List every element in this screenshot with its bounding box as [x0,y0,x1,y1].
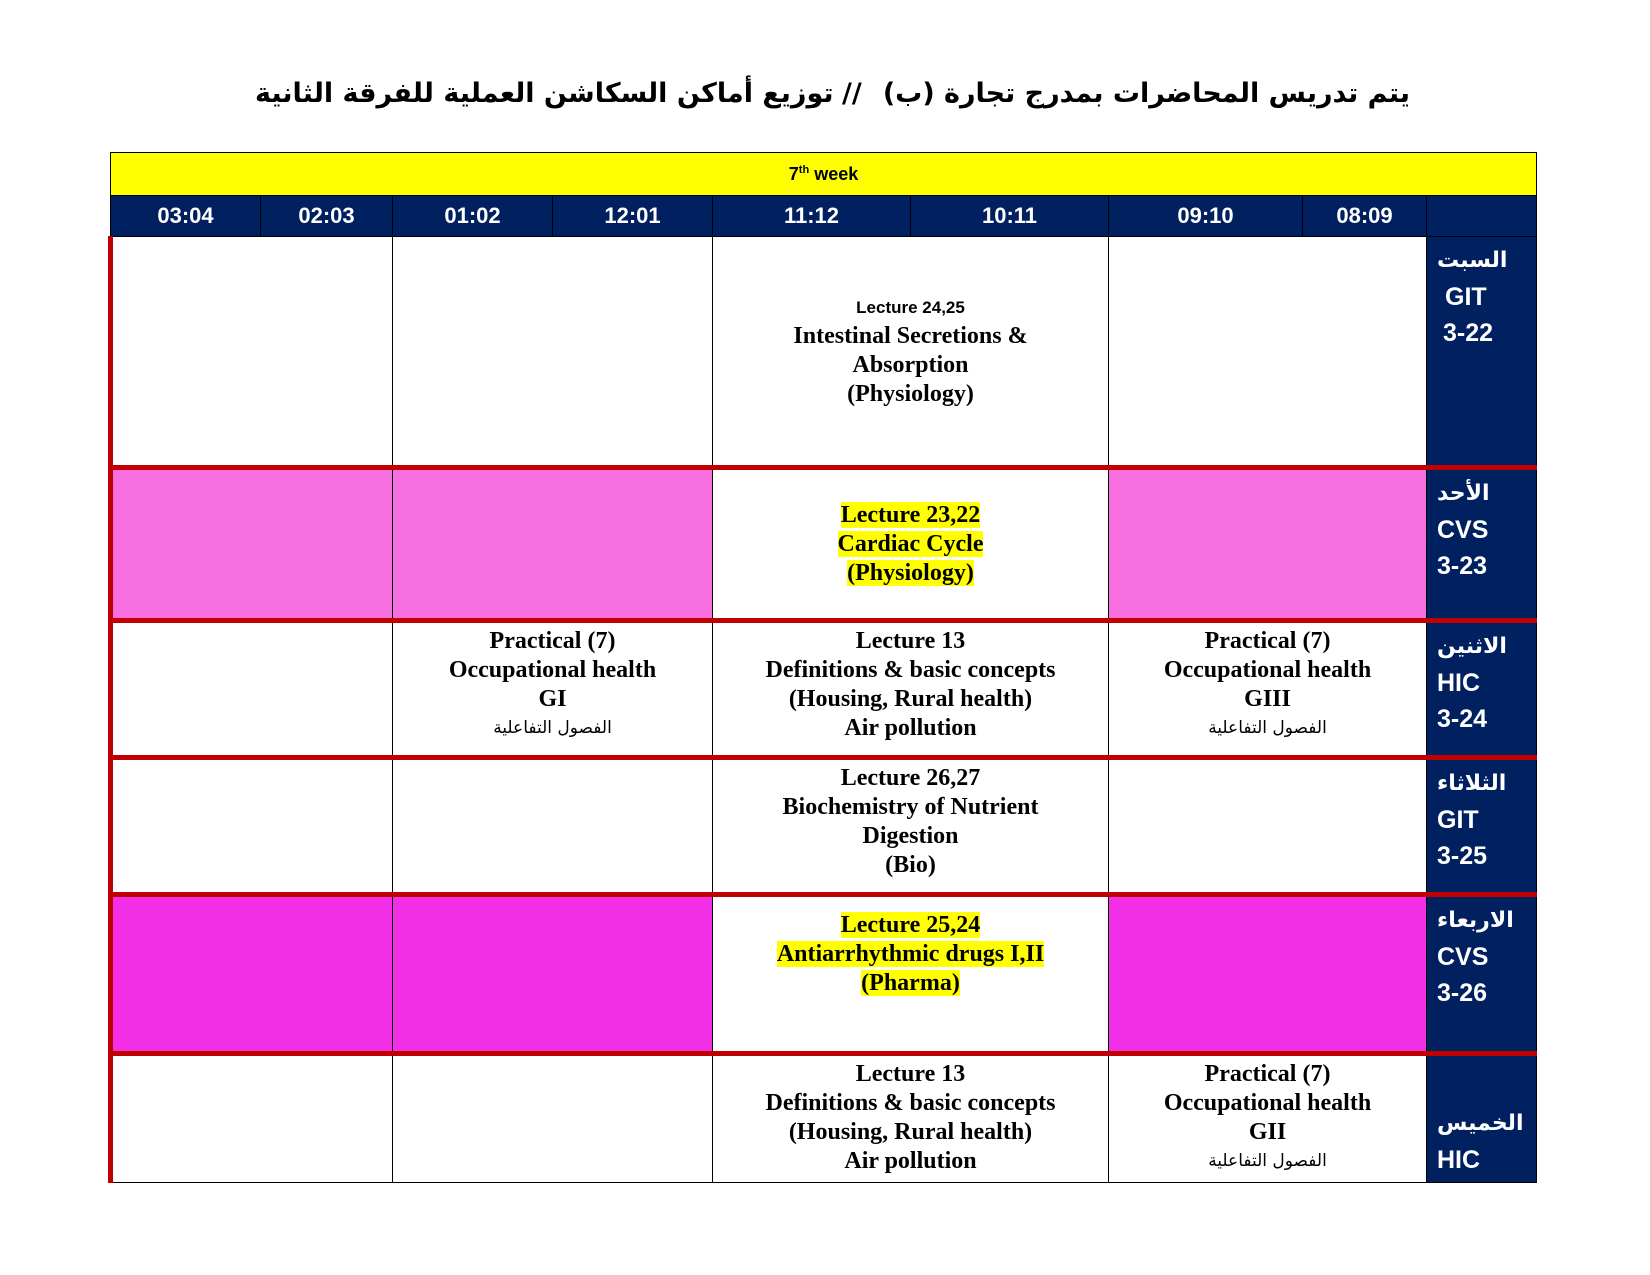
header-sections-note: توزيع أماكن السكاشن العملية للفرقة الثانية [255,78,834,109]
day-sunday [1427,468,1537,621]
day-name: الأحد [1437,481,1490,506]
time-slot: 12:01 [553,196,713,237]
header-separator: // [842,78,862,109]
day-module: GIT [1445,283,1487,311]
lecture-dept: (Physiology) [847,559,974,586]
page-header [0,70,1650,120]
day-date: 3-25 [1437,842,1488,870]
practical-subject: Occupational health [1163,657,1372,683]
lecture-cell-saturday [713,237,1109,468]
lecture-line: Air pollution [844,715,977,741]
practical-place: الفصول التفاعلية [1208,718,1327,738]
week-header-row [111,153,1537,196]
schedule-table [108,152,1537,1183]
time-slot: 09:10 [1109,196,1303,237]
practical-title: Practical (7) [1204,1061,1331,1087]
empty-cell [393,1054,713,1183]
lecture-title: Intestinal Secretions & [793,323,1028,349]
empty-cell [1109,468,1427,621]
day-module: CVS [1437,516,1489,544]
practical-subject: Occupational health [1163,1090,1372,1116]
lecture-title-cont: Absorption [852,352,969,378]
lecture-cell-sunday [713,468,1109,621]
practical-place: الفصول التفاعلية [493,718,612,738]
lecture-line: (Housing, Rural health) [788,1119,1033,1145]
row-monday [111,621,1537,758]
practical-cell-monday-gi [393,621,713,758]
lecture-dept: (Pharma) [861,970,960,996]
practical-title: Practical (7) [489,628,616,654]
day-name: الاثنين [1437,634,1507,659]
empty-cell [1109,758,1427,895]
day-date: 3-23 [1437,552,1488,580]
row-tuesday [111,758,1537,895]
lecture-dept: (Bio) [885,852,936,878]
lecture-number: Lecture 13 [855,1061,966,1087]
week-suffix: th [798,163,810,176]
lecture-dept: (Physiology) [847,381,974,407]
practical-cell-thursday-gii [1109,1054,1427,1183]
lecture-title: Biochemistry of Nutrient [782,794,1039,820]
empty-cell [1109,895,1427,1054]
week-word: week [814,163,859,184]
time-slot: 02:03 [261,196,393,237]
lecture-cell-tuesday [713,758,1109,895]
time-slot: 10:11 [911,196,1109,237]
time-slots-row [111,196,1537,237]
week-label [111,153,1537,196]
lecture-line: (Housing, Rural health) [788,686,1033,712]
practical-place: الفصول التفاعلية [1208,1151,1327,1171]
empty-cell [111,1054,393,1183]
empty-cell [1109,237,1427,468]
day-tuesday [1427,758,1537,895]
empty-cell [393,468,713,621]
practical-title: Practical (7) [1204,628,1331,654]
row-wednesday [111,895,1537,1054]
time-slot: 11:12 [713,196,911,237]
header-lectures-note: يتم تدريس المحاضرات بمدرج تجارة (ب) [882,78,1410,109]
day-module: CVS [1437,943,1489,971]
day-module: GIT [1437,806,1479,834]
lecture-cell-monday [713,621,1109,758]
lecture-title: Antiarrhythmic drugs I,II [776,941,1045,967]
practical-cell-monday-giii [1109,621,1427,758]
lecture-title: Cardiac Cycle [837,530,984,557]
lecture-title-cont: Digestion [862,823,959,849]
day-date: 3-26 [1437,979,1488,1007]
day-module: HIC [1437,669,1481,697]
day-name: الثلاثاء [1437,771,1507,796]
lecture-line: Definitions & basic concepts [765,1090,1056,1116]
day-date: 3-22 [1443,319,1494,347]
time-slot: 08:09 [1303,196,1427,237]
empty-cell [111,621,393,758]
time-slot: 03:04 [111,196,261,237]
lecture-number: Lecture 23,22 [840,501,981,528]
day-name: الاربعاء [1437,908,1514,933]
lecture-cell-thursday [713,1054,1109,1183]
practical-group: GII [1248,1119,1287,1145]
practical-group: GI [538,686,567,712]
lecture-line: Air pollution [844,1148,977,1174]
day-thursday [1427,1054,1537,1183]
day-monday [1427,621,1537,758]
empty-cell [111,758,393,895]
empty-cell [111,468,393,621]
row-sunday [111,468,1537,621]
empty-cell [393,758,713,895]
empty-cell [393,237,713,468]
lecture-number: Lecture 26,27 [840,765,981,791]
empty-cell [393,895,713,1054]
lecture-line: Definitions & basic concepts [765,657,1056,683]
practical-group: GIII [1244,686,1291,712]
lecture-cell-wednesday [713,895,1109,1054]
lecture-number: Lecture 24,25 [856,298,965,317]
practical-subject: Occupational health [448,657,657,683]
empty-cell [111,895,393,1054]
day-date: 3-24 [1437,705,1488,733]
row-saturday [111,237,1537,468]
row-thursday [111,1054,1537,1183]
corner-cell [1427,196,1537,237]
day-name: السبت [1437,248,1508,273]
lecture-number: Lecture 25,24 [840,912,981,938]
day-name: الخميس [1437,1111,1524,1136]
week-number: 7 [788,163,799,184]
day-module: HIC [1437,1146,1481,1174]
day-saturday [1427,237,1537,468]
day-wednesday [1427,895,1537,1054]
empty-cell [111,237,393,468]
lecture-number: Lecture 13 [855,628,966,654]
time-slot: 01:02 [393,196,553,237]
